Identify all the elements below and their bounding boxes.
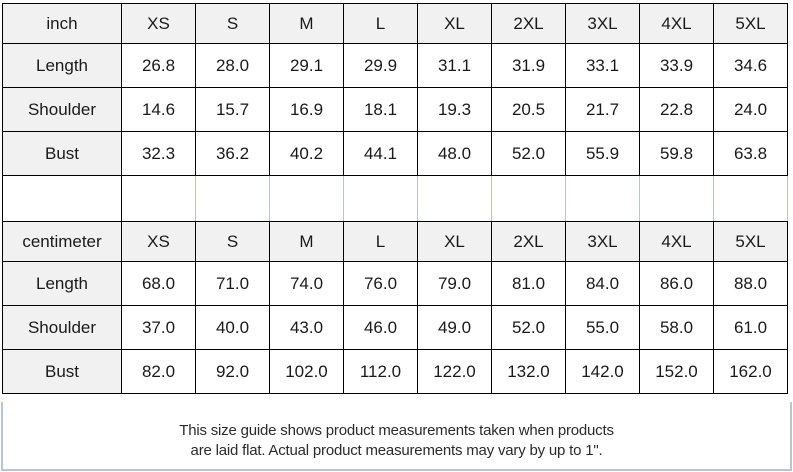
measurement-value-cell: 59.8 [640, 132, 714, 176]
measurement-value-cell: 46.0 [344, 306, 418, 350]
measurement-value-cell: 86.0 [640, 262, 714, 306]
measurement-value-cell: 36.2 [196, 132, 270, 176]
size-header-cell: 5XL [714, 4, 788, 44]
size-guide-footer-panel [1, 402, 792, 471]
size-header-cell: 2XL [492, 222, 566, 262]
spacer-cell [640, 176, 714, 222]
measurement-value-cell: 52.0 [492, 306, 566, 350]
unit-label-cell: centimeter [3, 222, 122, 262]
measurement-value-cell: 37.0 [122, 306, 196, 350]
measurement-value-cell: 49.0 [418, 306, 492, 350]
spacer-cell [196, 176, 270, 222]
spacer-cell [418, 176, 492, 222]
measurement-value-cell: 29.9 [344, 44, 418, 88]
measurement-value-cell: 152.0 [640, 350, 714, 394]
measurement-value-cell: 58.0 [640, 306, 714, 350]
measurement-label-cell: Length [3, 44, 122, 88]
measurement-value-cell: 40.2 [270, 132, 344, 176]
measurement-value-cell: 61.0 [714, 306, 788, 350]
spacer-cell [270, 176, 344, 222]
measurement-value-cell: 74.0 [270, 262, 344, 306]
measurement-value-cell: 63.8 [714, 132, 788, 176]
measurement-value-cell: 43.0 [270, 306, 344, 350]
spacer-cell [566, 176, 640, 222]
measurement-value-cell: 55.9 [566, 132, 640, 176]
measurement-value-cell: 84.0 [566, 262, 640, 306]
size-header-cell: 2XL [492, 4, 566, 44]
size-guide-note [3, 402, 790, 461]
measurement-row [3, 262, 788, 306]
size-header-cell: XS [122, 4, 196, 44]
measurement-value-cell: 26.8 [122, 44, 196, 88]
size-guide-note-line2: are laid flat. Actual product measurements may vary by up to 1". [190, 442, 603, 459]
size-header-cell: 3XL [566, 4, 640, 44]
size-header-cell: XS [122, 222, 196, 262]
size-header-cell: 5XL [714, 222, 788, 262]
measurement-value-cell: 32.3 [122, 132, 196, 176]
size-chart-header-row [3, 222, 788, 262]
measurement-value-cell: 102.0 [270, 350, 344, 394]
measurement-value-cell: 132.0 [492, 350, 566, 394]
measurement-value-cell: 44.1 [344, 132, 418, 176]
unit-label-cell: inch [3, 4, 122, 44]
size-header-cell: S [196, 222, 270, 262]
size-header-cell: L [344, 4, 418, 44]
size-header-cell: M [270, 4, 344, 44]
measurement-value-cell: 142.0 [566, 350, 640, 394]
size-header-cell: M [270, 222, 344, 262]
spacer-cell [122, 176, 196, 222]
measurement-label-cell: Shoulder [3, 306, 122, 350]
measurement-row [3, 88, 788, 132]
measurement-value-cell: 48.0 [418, 132, 492, 176]
measurement-value-cell: 34.6 [714, 44, 788, 88]
measurement-row [3, 132, 788, 176]
measurement-label-cell: Bust [3, 132, 122, 176]
size-chart-header-row [3, 4, 788, 44]
size-header-cell: 3XL [566, 222, 640, 262]
size-header-cell: XL [418, 4, 492, 44]
measurement-value-cell: 31.1 [418, 44, 492, 88]
spacer-cell [714, 176, 788, 222]
measurement-value-cell: 18.1 [344, 88, 418, 132]
measurement-label-cell: Length [3, 262, 122, 306]
measurement-value-cell: 52.0 [492, 132, 566, 176]
measurement-value-cell: 55.0 [566, 306, 640, 350]
measurement-row [3, 350, 788, 394]
measurement-value-cell: 68.0 [122, 262, 196, 306]
measurement-value-cell: 14.6 [122, 88, 196, 132]
measurement-value-cell: 81.0 [492, 262, 566, 306]
measurement-value-cell: 79.0 [418, 262, 492, 306]
measurement-value-cell: 16.9 [270, 88, 344, 132]
measurement-label-cell: Shoulder [3, 88, 122, 132]
spacer-cell [344, 176, 418, 222]
measurement-value-cell: 28.0 [196, 44, 270, 88]
spacer-cell [492, 176, 566, 222]
measurement-value-cell: 19.3 [418, 88, 492, 132]
measurement-value-cell: 92.0 [196, 350, 270, 394]
spacer-cell [3, 176, 122, 222]
measurement-value-cell: 162.0 [714, 350, 788, 394]
size-header-cell: L [344, 222, 418, 262]
size-header-cell: XL [418, 222, 492, 262]
measurement-value-cell: 21.7 [566, 88, 640, 132]
measurement-value-cell: 29.1 [270, 44, 344, 88]
size-chart-body [3, 4, 788, 394]
measurement-value-cell: 20.5 [492, 88, 566, 132]
measurement-value-cell: 33.9 [640, 44, 714, 88]
measurement-value-cell: 22.8 [640, 88, 714, 132]
measurement-value-cell: 33.1 [566, 44, 640, 88]
measurement-row [3, 44, 788, 88]
size-header-cell: S [196, 4, 270, 44]
measurement-value-cell: 82.0 [122, 350, 196, 394]
measurement-value-cell: 122.0 [418, 350, 492, 394]
measurement-value-cell: 71.0 [196, 262, 270, 306]
measurement-value-cell: 31.9 [492, 44, 566, 88]
measurement-value-cell: 76.0 [344, 262, 418, 306]
size-chart-table [2, 3, 788, 394]
measurement-value-cell: 112.0 [344, 350, 418, 394]
measurement-label-cell: Bust [3, 350, 122, 394]
size-guide-note-line1: This size guide shows product measurements taken when products [179, 422, 614, 439]
measurement-value-cell: 15.7 [196, 88, 270, 132]
measurement-value-cell: 40.0 [196, 306, 270, 350]
table-spacer-row [3, 176, 788, 222]
size-header-cell: 4XL [640, 222, 714, 262]
size-header-cell: 4XL [640, 4, 714, 44]
measurement-value-cell: 88.0 [714, 262, 788, 306]
measurement-row [3, 306, 788, 350]
measurement-value-cell: 24.0 [714, 88, 788, 132]
